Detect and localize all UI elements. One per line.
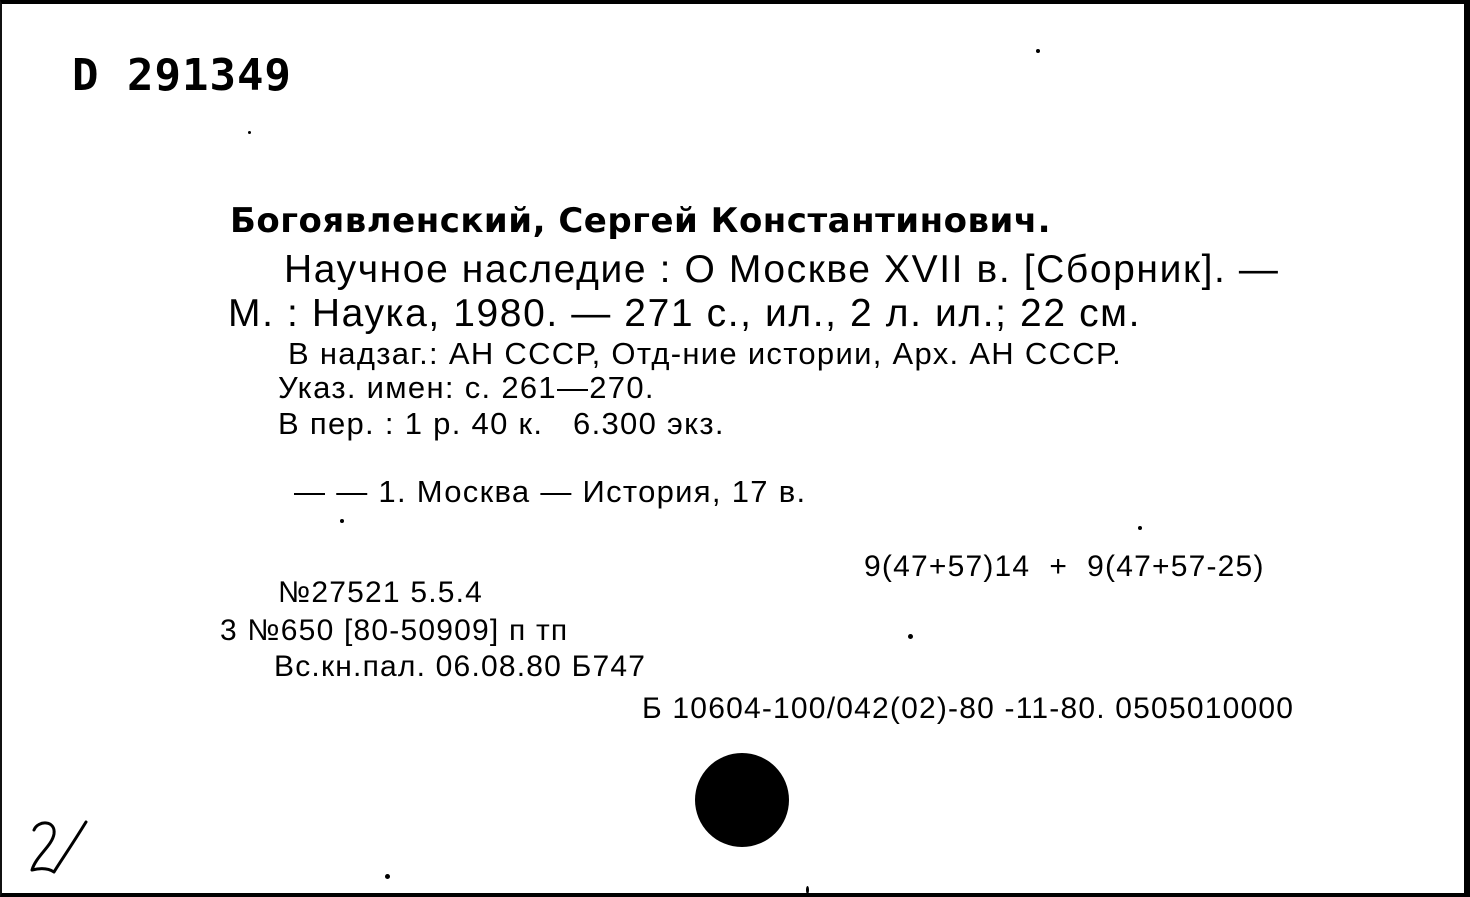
subject-heading: — — 1. Москва — История, 17 в.: [294, 474, 807, 509]
punch-hole: [695, 753, 789, 847]
speck: [340, 519, 344, 523]
speck: [385, 874, 390, 879]
price-line: В пер. : 1 р. 40 к. 6.300 экз.: [278, 406, 725, 441]
registration-line: Вс.кн.пал. 06.08.80 Б747: [274, 650, 647, 683]
speck: [1138, 526, 1142, 530]
speck: [908, 634, 913, 639]
print-order: 3 №650 [80-50909] п тп: [220, 614, 569, 647]
handwritten-mark: [26, 812, 96, 882]
speck: [1036, 49, 1040, 53]
title-line-2: М. : Наука, 1980. — 271 с., ил., 2 л. ил.; 22 см.: [228, 292, 1142, 335]
speck: [806, 886, 809, 894]
classification-index: 9(47+57)14 + 9(47+57-25): [864, 550, 1265, 583]
catalog-number-stamp: D 291349: [72, 50, 292, 101]
note-header: В надзаг.: АН СССР, Отд-ние истории, Арх. АН СССР.: [288, 336, 1122, 371]
author-heading: Богоявленский, Сергей Константинович.: [230, 201, 1052, 241]
order-number: №27521 5.5.4: [278, 576, 484, 609]
title-line-1: Научное наследие : О Москве XVII в. [Сборник]. —: [284, 248, 1280, 291]
code-line: Б 10604-100/042(02)-80 -11-80. 0505010000: [642, 692, 1295, 725]
note-index: Указ. имен: с. 261—270.: [278, 370, 655, 405]
speck: [248, 131, 251, 134]
